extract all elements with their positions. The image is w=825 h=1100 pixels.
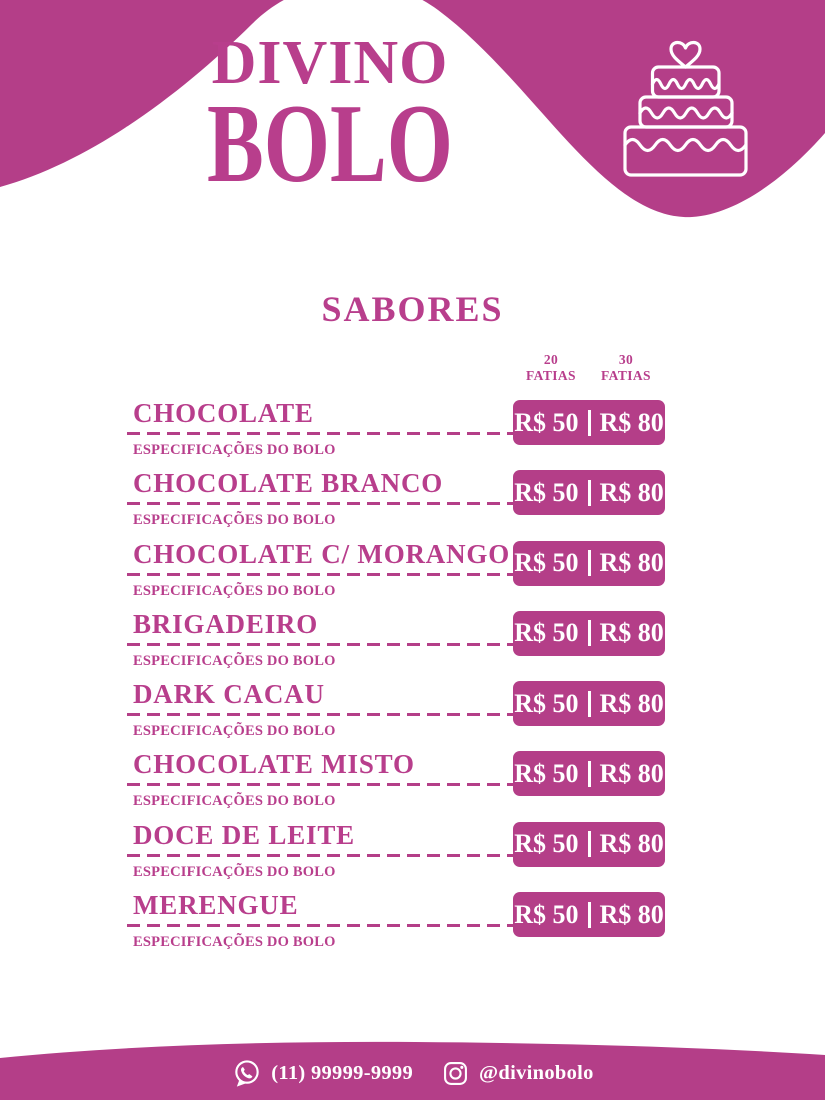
column-30-unit: FATIAS: [601, 368, 651, 383]
menu-item-row: [127, 396, 665, 466]
menu-item-row: [127, 747, 665, 817]
price-30-fatias: R$ 80: [599, 688, 664, 718]
price-badge: [513, 470, 665, 515]
instagram-icon: [441, 1059, 470, 1088]
menu-item-row: [127, 677, 665, 747]
flavor-name: CHOCOLATE: [133, 398, 314, 428]
flavor-specifications: ESPECIFICAÇÕES DO BOLO: [133, 512, 336, 529]
menu-item-row: [127, 818, 665, 888]
whatsapp-contact[interactable]: [231, 1058, 413, 1089]
price-20-fatias: R$ 50: [514, 758, 579, 788]
price-badge: [513, 751, 665, 796]
menu-item-row: [127, 888, 665, 958]
price-badge: [513, 400, 665, 445]
price-badge: [513, 541, 665, 586]
flavor-specifications: ESPECIFICAÇÕES DO BOLO: [133, 863, 336, 880]
footer-contact-bar: [0, 1056, 825, 1090]
flavor-specifications: ESPECIFICAÇÕES DO BOLO: [133, 934, 336, 951]
instagram-handle: @divinobolo: [479, 1061, 594, 1084]
column-20-count: 20: [543, 352, 559, 367]
price-30-fatias: R$ 80: [599, 477, 664, 507]
price-20-fatias: R$ 50: [514, 618, 579, 648]
phone-number: (11) 99999-9999: [271, 1061, 414, 1084]
column-20-unit: FATIAS: [526, 368, 576, 383]
dotted-leader-line: [127, 643, 513, 646]
menu-item-row: [127, 607, 665, 677]
dotted-leader-line: [127, 713, 513, 716]
flavor-name: CHOCOLATE BRANCO: [133, 468, 444, 499]
whatsapp-icon: [231, 1058, 262, 1089]
price-separator: [588, 831, 591, 857]
price-separator: [588, 691, 591, 717]
flavor-name: CHOCOLATE MISTO: [133, 749, 415, 780]
price-20-fatias: R$ 50: [514, 548, 579, 578]
flavor-specifications: ESPECIFICAÇÕES DO BOLO: [133, 582, 336, 599]
flavor-name: BRIGADEIRO: [133, 608, 319, 639]
flavor-specifications: ESPECIFICAÇÕES DO BOLO: [133, 652, 336, 669]
brand-title: [150, 29, 510, 206]
price-30-fatias: R$ 80: [599, 407, 664, 437]
price-separator: [588, 550, 591, 576]
price-badge: [513, 681, 665, 726]
price-separator: [588, 620, 591, 646]
column-header-20-fatias: [516, 352, 586, 384]
price-20-fatias: R$ 50: [514, 407, 579, 437]
instagram-contact[interactable]: [441, 1059, 594, 1088]
price-30-fatias: R$ 80: [599, 548, 664, 578]
dotted-leader-line: [127, 502, 513, 505]
price-separator: [588, 902, 591, 928]
price-30-fatias: R$ 80: [599, 829, 664, 859]
price-20-fatias: R$ 50: [514, 899, 579, 929]
price-20-fatias: R$ 50: [514, 829, 579, 859]
price-badge: [513, 822, 665, 867]
price-30-fatias: R$ 80: [599, 618, 664, 648]
price-badge: [513, 611, 665, 656]
dotted-leader-line: [127, 432, 513, 435]
price-30-fatias: R$ 80: [599, 899, 664, 929]
price-20-fatias: R$ 50: [514, 688, 579, 718]
column-header-30-fatias: [591, 352, 661, 384]
price-separator: [588, 480, 591, 506]
menu-item-row: [127, 537, 665, 607]
flavor-name: MERENGUE: [133, 890, 299, 921]
flavor-specifications: ESPECIFICAÇÕES DO BOLO: [133, 723, 336, 740]
brand-name-line1: DIVINO: [211, 29, 449, 97]
flavor-name: DOCE DE LEITE: [133, 819, 355, 850]
dotted-leader-line: [127, 573, 513, 576]
price-20-fatias: R$ 50: [514, 477, 579, 507]
price-30-fatias: R$ 80: [599, 758, 664, 788]
brand-name-line2: BOLO: [207, 82, 453, 206]
flavor-name: DARK CACAU: [133, 679, 325, 710]
dotted-leader-line: [127, 854, 513, 857]
price-separator: [588, 761, 591, 787]
dotted-leader-line: [127, 924, 513, 927]
flavor-list: [127, 396, 665, 958]
price-separator: [588, 410, 591, 436]
dotted-leader-line: [127, 783, 513, 786]
price-badge: [513, 892, 665, 937]
flavor-name: CHOCOLATE C/ MORANGO: [133, 538, 511, 569]
flavor-specifications: ESPECIFICAÇÕES DO BOLO: [133, 442, 336, 458]
flavor-specifications: ESPECIFICAÇÕES DO BOLO: [133, 793, 336, 810]
section-title-sabores: SABORES: [321, 289, 504, 329]
column-30-count: 30: [618, 352, 634, 367]
menu-item-row: [127, 466, 665, 536]
